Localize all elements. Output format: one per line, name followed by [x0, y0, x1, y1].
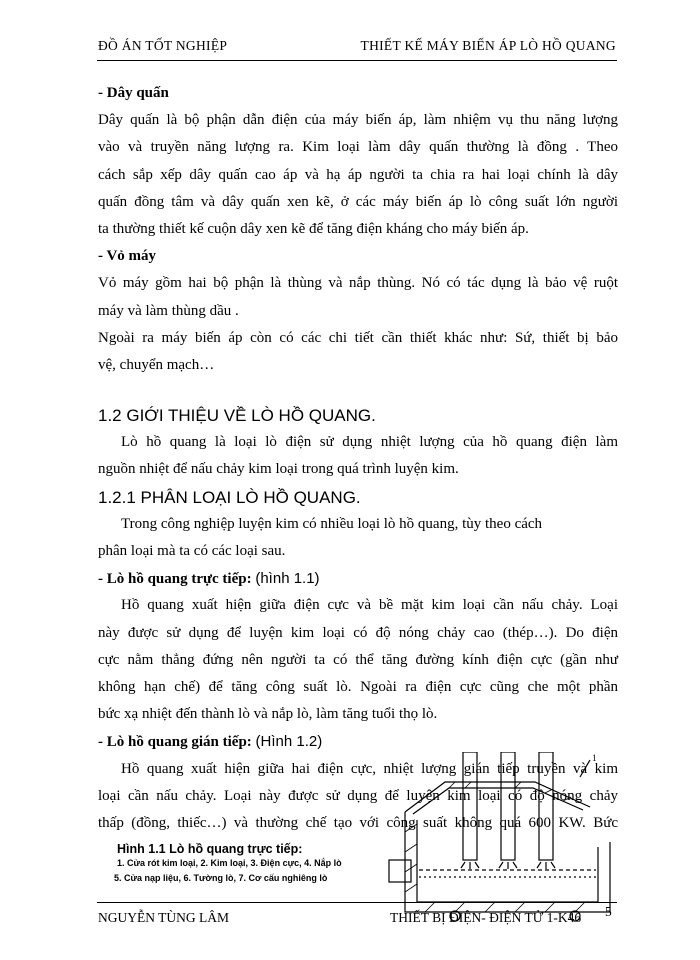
- paragraph-line: vệ, chuyển mạch…: [98, 356, 215, 373]
- paragraph-line: Dây quấn là bộ phận dẫn điện của máy biến áp, làm nhiệm vụ thu năng lượng: [98, 112, 618, 129]
- paragraph-line: vào và truyền năng lượng ra. Kim loại làm dây quấn thường là đồng . Theo: [98, 139, 618, 156]
- paragraph-line: ta thường thiết kế cuộn dây xen kẽ để tăng điện kháng cho máy biến áp.: [98, 220, 529, 237]
- footer-rule: [97, 902, 617, 903]
- paragraph-line: thấp (đồng, thiếc…) và thường chế tạo với công suất không quá 600 KW. Bức: [98, 814, 618, 831]
- figure-caption-title: Hình 1.1 Lò hồ quang trực tiếp:: [117, 842, 303, 856]
- figure-caption-line: 1. Cửa rót kim loại, 2. Kim loại, 3. Điện cực, 4. Nắp lò: [117, 858, 342, 868]
- paragraph-line: Vỏ máy gồm hai bộ phận là thùng và nắp thùng. Nó có tác dụng là bảo vệ ruột: [98, 275, 618, 292]
- page-number: 5: [605, 904, 612, 919]
- header-rule: [97, 60, 617, 61]
- paragraph-line: cách sắp xếp dây quấn cao áp và hạ áp người ta chia ra hai loại chính là dây: [98, 166, 618, 183]
- paragraph-line: phân loại mà ta có các loại sau.: [98, 543, 286, 559]
- paragraph-line: không hạn chế) để tăng công suất lò. Ngoài ra điện cực cũng che một phần: [98, 678, 618, 695]
- furnace-diagram: [385, 752, 625, 922]
- diagram-number: 1: [592, 753, 597, 763]
- figure-caption-line: 5. Cửa nạp liệu, 6. Tường lò, 7. Cơ cấu nghiêng lò: [114, 873, 328, 883]
- header-left: ĐỒ ÁN TỐT NGHIỆP: [98, 38, 228, 53]
- section-title-1-2-1: 1.2.1 PHÂN LOẠI LÒ HỒ QUANG.: [98, 487, 361, 507]
- heading-day-quan: - Dây quấn: [98, 85, 169, 101]
- paragraph-line: bức xạ nhiệt đến thành lò và nắp lò, làm tăng tuổi thọ lò.: [98, 706, 438, 723]
- pouring-spout: [389, 860, 411, 882]
- paragraph-line: cực nằm thẳng đứng nên người ta có thể tăng đường kính điện cực (gần như: [98, 651, 618, 668]
- page-body: [98, 80, 618, 837]
- subheading-label: - Lò hồ quang trực tiếp:: [98, 571, 252, 588]
- paragraph-line: Trong công nghiệp luyện kim có nhiều loại lò hồ quang, tùy theo cách: [121, 515, 543, 532]
- footer-right: THIẾT BỊ ĐIỆN- ĐIỆN TỬ 1-K46: [390, 910, 582, 925]
- figure-reference: (Hình 1.2): [255, 733, 323, 751]
- heading-vo-may: - Vỏ máy: [98, 248, 157, 265]
- paragraph-line: này được sử dụng để luyện kim loại có độ nóng chảy cao (thép…). Do điện: [98, 624, 618, 641]
- paragraph-line: máy và làm thùng dầu .: [98, 302, 239, 319]
- paragraph-line: nguồn nhiệt để nấu chảy kim loại trong quá trình luyện kim.: [98, 461, 459, 478]
- paragraph-line: quấn đồng tâm và dây quấn xen kẽ, ở các máy biến áp lò công suất lớn người: [98, 193, 618, 210]
- figure-reference: (hình 1.1): [255, 570, 320, 588]
- header-right: THIẾT KẾ MÁY BIẾN ÁP LÒ HỒ QUANG: [360, 38, 616, 53]
- paragraph-line: Hồ quang xuất hiện giữa hai điện cực, nhiệt lượng gián tiếp truyền và kim: [121, 760, 618, 777]
- subheading-truc-tiep: [98, 565, 618, 592]
- subheading-label: - Lò hồ quang gián tiếp:: [98, 734, 252, 751]
- paragraph-line: loại cần nấu chảy. Loại này được sử dụng để luyện kim loại có độ nóng chảy: [98, 787, 618, 804]
- paragraph-line: Lò hồ quang là loại lò điện sử dụng nhiệt lượng của hồ quang điện làm: [121, 434, 618, 451]
- electrode: [539, 752, 553, 860]
- section-title-1-2: 1.2 GIỚI THIỆU VỀ LÒ HỒ QUANG.: [98, 406, 376, 426]
- paragraph-line: Hồ quang xuất hiện giữa điện cực và bề mặt kim loại cần nấu chảy. Loại: [121, 597, 618, 614]
- furnace-roof: [405, 782, 590, 812]
- footer-left: NGUYỄN TÙNG LÂM: [98, 910, 229, 925]
- paragraph-line: Ngoài ra máy biến áp còn có các chi tiết cần thiết khác như: Sứ, thiết bị bảo: [98, 329, 618, 346]
- electrode: [463, 752, 477, 860]
- electrode: [501, 752, 515, 860]
